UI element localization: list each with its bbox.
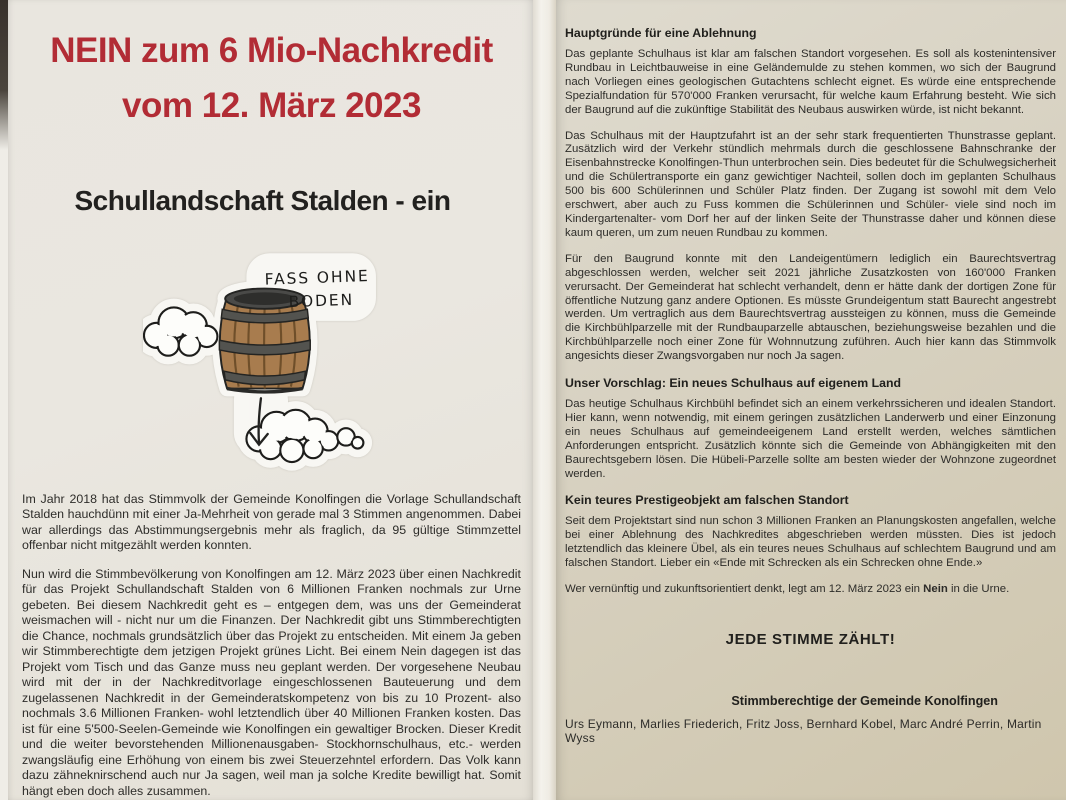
svg-text:BODEN: BODEN xyxy=(288,290,355,312)
heading-hauptgruende: Hauptgründe für eine Ablehnung xyxy=(565,26,757,40)
main-title-line2: vom 12. März 2023 xyxy=(122,86,421,126)
right-page xyxy=(556,0,1066,800)
right-paragraph-5: Seit dem Projektstart sind nun schon 3 Millionen Franken an Planungskosten angefallen, welche bei einer Ablehnung des Nachkredites abgeschrieben werden müssten. Dies ist jedoch letztendlich das kleinere Übel, als ein teures neues Schulhaus auf schlechtem Baugrund und am falschen Standort. Lieber ein «Ende mit Schrecken als ein Schrecken ohne Ende.» xyxy=(565,515,1056,570)
closing-before: Wer vernünftig und zukunftsorientiert denkt, legt am 12. März 2023 ein xyxy=(565,583,924,596)
heading-vorschlag: Unser Vorschlag: Ein neues Schulhaus auf eigenem Land xyxy=(565,376,901,391)
signatories-line: Urs Eymann, Marlies Friederich, Fritz Joss, Bernhard Kobel, Marc André Perrin, Martin Wyss xyxy=(565,717,1042,745)
left-page xyxy=(8,0,533,800)
right-paragraph-4: Das heutige Schulhaus Kirchbühl befindet sich an einem verkehrssicheren und idealen Standort. Hier kann, wenn notwendig, mit einem geringen zusätzlichen Landerwerb und einer Einzonung ein neues Schulhaus auf gemeindeeigenem Land erstellt werden, welches sämtlichen Anforderungen entspricht. Zusätzlich könnte sich die Gemeinde von Abhängigkeiten mit den Baurechtsgebern lösen. Die Hübeli-Parzelle sollte am besten wieder der Wohnzone zugeordnet werden. xyxy=(565,398,1056,480)
closing-after: in die Urne. xyxy=(947,583,1010,596)
left-paragraph-2: Nun wird die Stimmbevölkerung von Konolfingen am 12. März 2023 über einen Nachkredit für das Projekt Schullandschaft Stalden von 6 Millionen Franken nochmals zur Urne gebeten. Bei diesem Nachkredit geht es – entgegen dem, was uns der Gemeinderat weismachen will - nicht nur um die Finanzen. Der Nachkredit gibt uns Stimmberechtigten die Chance, nochmals grundsätzlich über das Projekt zu entscheiden. Mit einem Ja geben wir Stimmberechtigte dem jetzigen Projekt grünes Licht. Bei einem Nein dagegen ist das Projekt vom Tisch und das Ganze muss neu geplant werden. Der vorgesehene Neubau wird mit der in der Nachkreditvorlage eingeschlossenen Bauteuerung und dem zugelassenen Nachkredit in der Gemeinderatskompetenz von bis zu 10 Prozent- also nochmals 3.6 Millionen Franken- wohl letztendlich über 40 Millionen Franken kosten. Das ist für eine 5'500-Seelen-Gemeinde wie Konolfingen ein gewaltiger Brocken. Dieser Kredit und die weiter bevorstehenden Millionenausgaben- Stockhornschulhaus, etc.- werden zwangsläufig eine Erhöhung von einem bis zwei Steuerzehntel erfordern. Das Volk kann dazu zähneknirschend auch nur Ja sagen, weil man ja solche Kredite bewilligt hat. Somit hängt eben doch alles zusammen. xyxy=(22,566,521,798)
right-page-content xyxy=(556,0,1066,745)
closing-sentence xyxy=(565,583,1056,597)
fass-ohne-boden-sticker xyxy=(143,253,433,471)
committee-line: Stimmberechtige der Gemeinde Konolfingen xyxy=(731,694,998,708)
subtitle: Schullandschaft Stalden - ein xyxy=(74,184,451,216)
page-seam xyxy=(533,0,556,800)
left-paragraph-1: Im Jahr 2018 hat das Stimmvolk der Gemeinde Konolfingen die Vorlage Schullandschaft Stalden hauchdünn mit einer Ja-Mehrheit von gerade mal 3 Stimmen angenommen. Dabei war allerdings das Abstimmungsergebnis mehr als fraglich, da 95 gültige Stimmzettel offenbar nicht mitgezählt werden konnten. xyxy=(22,491,521,553)
heading-prestigeobjekt: Kein teures Prestigeobjekt am falschen Standort xyxy=(565,493,849,508)
right-paragraph-1: Das geplante Schulhaus ist klar am falschen Standort vorgesehen. Es soll als kostenintensiver Rundbau in Leichtbauweise in eine Geländemulde zu stehen kommen, wo sich der Baugrund nach Vorliegen eines geologischen Gutachtens schlecht eignet. Es würde eine entsprechende Spezialfundation für 570'000 Franken verursacht, für welche kaum Erfahrung besteht. Wie sich der Baugrund auf die zukünftige Stabilität des Neubaus auswirken würde, ist nicht bekannt. xyxy=(565,48,1056,116)
slogan: JEDE STIMME ZÄHLT! xyxy=(725,631,896,648)
right-paragraph-2: Das Schulhaus mit der Hauptzufahrt ist an der sehr stark frequentierten Thunstrasse geplant. Zusätzlich wird der Verkehr stündlich mehrmals durch die geschlossene Bahnschranke der Eisenbahnstrecke Konolfingen-Thun unterbrochen sein. Dies bedeutet für die Schulwegsicherheit und die Schülertransporte ein ganz gewichtiger Nachteil, sollen doch im geplanten Schulhaus 500 bis 600 Schülerinnen und Schüler Platz finden. Der Zugang ist sowohl mit dem Velo erschwert, aber auch zu Fuss kommen die Schülerinnen und Schüler- viele sind noch im Kindergartenalter- vom Dorf her auf der linken Seite der Thunstrasse daher und können diese kaum queren, um zum neuen Rundbau zu kommen. xyxy=(565,129,1056,239)
closing-nein-bold: Nein xyxy=(923,583,948,596)
right-paragraph-3: Für den Baugrund konnte mit den Landeigentümern lediglich ein Baurechtsvertrag abgeschlossen werden, welcher seit 2021 jährliche Zusatzkosten von 160'000 Franken verursacht. Der Gemeinderat hat schlecht verhandelt, denn er hätte dank der dortigen Zone für öffentliche Nutzung ganz andere Optionen. Es müsste Grundeigentum statt Baurecht angestrebt werden. Um vertraglich aus dem Baurechtsvertrag aussteigen zu können, muss die Gemeinde die Kirchbühlparzelle mit der Rundbauparzelle abtauschen, beziehungsweise bezahlen und die Kirchbühlparzelle noch einer Zone für Wohnnutzung zuführen. Auch hier kann das Stimmvolk angesichts dieser Zwangsvorgaben nur noch Ja sagen. xyxy=(565,252,1056,363)
svg-text:FASS OHNE: FASS OHNE xyxy=(264,267,371,289)
main-title-line1: NEIN zum 6 Mio-Nachkredit xyxy=(50,31,493,70)
